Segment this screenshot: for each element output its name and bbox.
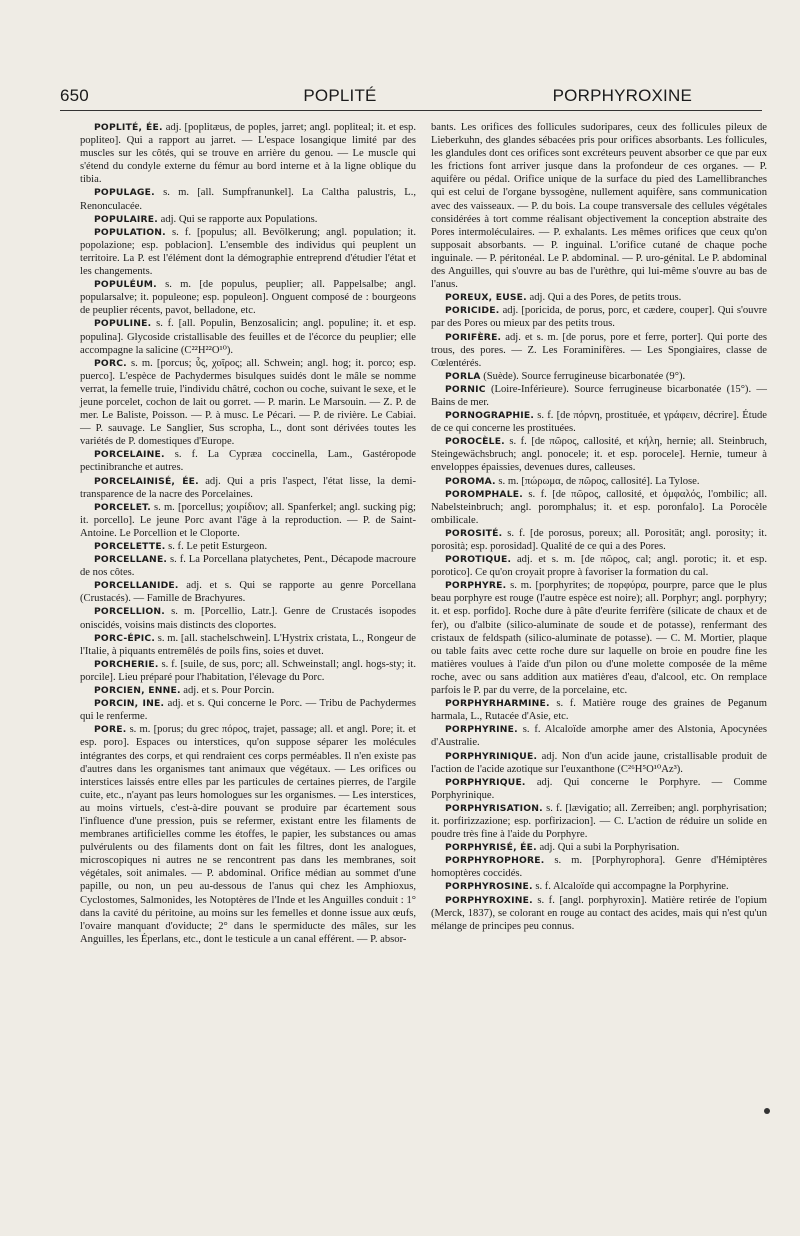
dictionary-entry — [80, 658, 416, 684]
entry-definition: s. m. [de populus, peuplier; all. Pappelsalbe; angl. popularsalve; it. populeone; esp. populeon]. Onguent composé de : bourgeons de peuplier récents, pavot, belladone, etc. — [80, 279, 416, 317]
entry-definition: s. f. [de porosus, poreux; all. Porosität; angl. porosity; it. porosità; esp. porosidad]. Qualité de ce qui a des Pores. — [431, 527, 767, 552]
entry-definition: adj. et s. m. [de πῶρος, cal; angl. porotic; it. et esp. porotico]. Ce qu'on croyait propre à favoriser la formation du cal. — [431, 554, 767, 579]
entry-definition: adj. Qui a pris l'aspect, l'état lisse, la demi-transparence de la nacre des Porcelaines. — [80, 475, 416, 500]
dictionary-entry — [431, 488, 767, 527]
entry-definition: s. f. [lævigatio; all. Zerreiben; angl. porphyrisation; it. porfirizzazione; esp. porfirizacion]. — C. L'action de réduire un solide en poudre très fine à l'aide du Porphyre. — [431, 802, 767, 841]
dictionary-entry — [431, 750, 767, 776]
dictionary-entry — [80, 357, 416, 449]
entry-definition: s. m. [porcellus; χοιρίδιον; all. Spanferkel; angl. sucking pig; it. porcello]. Le jeune Porc avant l'âge à la reproduction. — P. de Saint-Antoine. Le Porcellion et le Cloporte. — [80, 501, 416, 539]
entry-definition: s. m. [porus; du grec πόρος, trajet, passage; all. et angl. Pore; it. et esp. poro]. Espaces ou interstices, qu'on suppose séparer les molécules intégrantes des corps, et qui rendraient ces corps perméables. Il n'en existe pas d'autres dans les organismes tant animaux que végétaux. — Les orifices ou interstices laissés entre elles par les particules de certaines pierres, de l'argile cuite, etc., n'ayant pas leurs homologues sur les organismes. — Les interstices, au moins virtuels, c'est-à-dire pouvant se produire par écartement sous l'influence d'une pression, puis se refermer, existant entre les filaments de membranes artificielles comme les étoffes, le papier, les substances ou amas pulvérulents ou des filaments dont on fait les filtres, dont les analogues, microscopiques ni autres ne se rencontrent pas dans les membranes, soit végétales, soit animales. — P. abdominal. Orifice médian au sommet d'une papille, ou non, un peu au-dessous de l'anus qui chez les Amphioxus, Cyclostomes, Salmonides, les Notoptères de l'Inde et les Anguilles conduit : 1° dans la cavité du péritoine, au moins sur les femelles et donne issue aux œufs, l'ovaire manquant d'oviducte; 2° dans le spermiducte des mâles, sur les Anguilles, les Éperlans, etc., dont le testicule a un canal efférent. — P. absor- — [80, 724, 416, 945]
entry-definition: adj. [poricida, de porus, porc, et cædere, couper]. Qui s'ouvre par des Pores ou mieux par des petits trous. — [431, 305, 767, 330]
dictionary-entry — [80, 684, 416, 697]
entry-headword: POROCÈLE. — [445, 436, 505, 448]
dictionary-entry — [431, 291, 767, 304]
dictionary-entry — [431, 475, 767, 488]
entry-headword: PORCIEN, ENNE. — [94, 685, 181, 697]
entry-headword: PORIFÈRE. — [445, 331, 502, 343]
entry-headword: PORPHYROPHORE. — [445, 855, 545, 867]
entry-definition: adj. et s. Qui se rapporte au genre Porcellana (Crustacés). — Famille de Brachyures. — [80, 580, 416, 605]
entry-headword: PORCELLION. — [94, 606, 165, 618]
dictionary-entry — [80, 278, 416, 317]
entry-headword: PORPHYRINIQUE. — [445, 750, 538, 762]
entry-headword: POREUX, EUSE. — [445, 292, 527, 304]
entry-definition: s. f. Alcaloïde qui accompagne la Porphyrine. — [532, 881, 729, 893]
entry-headword: PORCELET. — [94, 501, 151, 513]
dictionary-entry — [431, 370, 767, 383]
dictionary-entry — [80, 632, 416, 658]
dictionary-entry — [80, 697, 416, 723]
entry-headword: PORPHYRISATION. — [445, 802, 543, 814]
entry-headword: PORPHYRIQUE. — [445, 776, 526, 788]
dictionary-entry — [80, 186, 416, 212]
entry-headword: PORLA — [445, 370, 481, 382]
entry-headword: POROSITÉ. — [445, 527, 503, 539]
entry-headword: PORPHYROSINE. — [445, 881, 533, 893]
entry-definition: s. f. Matière rouge des graines de Peganum harmala, L., Rutacée d'Asie, etc. — [431, 698, 767, 723]
entry-headword: PORCELLANIDE. — [94, 580, 179, 592]
dictionary-entry — [431, 802, 767, 841]
dictionary-entry — [80, 540, 416, 553]
dictionary-entry — [80, 605, 416, 631]
entry-headword: PORCELAINISÉ, ÉE. — [94, 475, 199, 487]
entry-definition: s. f. Le petit Esturgeon. — [165, 541, 268, 552]
entry-definition: s. m. [Porcellio, Latr.]. Genre de Crustacés isopodes oniscidés, voisins mais distincts des cloportes. — [80, 606, 416, 631]
entry-headword: POPULAIRE. — [94, 213, 158, 225]
dictionary-entry — [431, 697, 767, 723]
entry-definition: s. f. [de πῶρος, callosité, et ὀμφαλός, l'ombilic; all. Nabelsteinbruch; angl. poromphalus; it. et esp. poronfalo]. La Porocèle ombilicale. — [431, 488, 767, 526]
entry-definition: s. f. [populus; all. Bevölkerung; angl. population; it. popolazione; esp. poblacion]. L'ensemble des individus qui peuplent un territoire. La P. est l'élément dont la démographie entreprend d'étudier l'état et les changements. — [80, 226, 416, 278]
entry-definition: adj. Qui a des Pores, de petits trous. — [526, 292, 682, 304]
dictionary-entry — [80, 448, 416, 474]
entry-definition: adj. Qui se rapporte aux Populations. — [157, 213, 318, 225]
dictionary-entry — [431, 553, 767, 579]
dictionary-entry — [80, 121, 416, 186]
entry-definition: s. f. [all. Populin, Benzosalicin; angl. populine; it. et esp. populina]. Glycoside cristallisable des feuilles et de l'écorce du peuplier; elle accompagne la salicine (C²²H²²O¹⁰). — [80, 318, 416, 356]
entry-headword: POROMPHALE. — [445, 488, 523, 500]
entry-headword: PORPHYRHARMINE. — [445, 698, 550, 710]
entry-headword: PORE. — [94, 724, 127, 736]
entry-definition: adj. [poplitæus, de poples, jarret; angl. popliteal; it. et esp. popliteo]. Qui a rapport au jarret. — L'espace losangique limité par des muscles sur les côtés, qui se trouve en arrière du genou. — Le muscle qui s'étend du condyle externe du fémur au bord interne et à la ligne oblique du tibia. — [80, 122, 416, 186]
entry-headword: PORPHYRISÉ, ÉE. — [445, 842, 537, 854]
entry-definition: (Suède). Source ferrugineuse bicarbonatée (9°). — [480, 370, 686, 382]
entry-definition: s. m. [all. Sumpfranunkel]. La Caltha palustris, L., Renonculacée. — [80, 187, 416, 212]
page-number: 650 — [60, 86, 89, 105]
dictionary-entry — [80, 475, 416, 501]
dictionary-entry — [431, 435, 767, 474]
dictionary-entry — [431, 409, 767, 435]
entry-definition: s. m. [porcus; ὗς, χοῖρος; all. Schwein; angl. hog; it. porco; esp. puerco]. L'espèce de Pachydermes bisulques suidés dont le mâle se nomme verrat, la femelle truie, l'individu châtré, cochon ou coche, suivant le sexe, et le jeune porcelet, cochon de lait ou gorret. — P. marin. Le Marsouin. — Z. P. de mer. Le Baliste, Poisson. — P. à musc. Le Pécari. — P. de rivière. Le Cabiai. — P. sauvage. Le Sanglier, Sus scropha, L., dont sont dérivées toutes les variétés de P. domestiques d'Europe. — [80, 357, 416, 448]
entry-headword: PORCIN, INE. — [94, 698, 165, 710]
left-running-title: POPLITÉ — [303, 86, 377, 105]
right-running-title: PORPHYROXINE — [552, 86, 692, 105]
dictionary-entry — [80, 553, 416, 579]
entry-headword: POROMA. — [445, 475, 496, 487]
entry-definition: bants. Les orifices des follicules sudoripares, ceux des follicules pileux de Lieberkuhn, des glandes sébacées pris pour orifices absorbants. Les follicules, les glandules dont ces orifices sont excréteurs peuvent absorber ce que par eux les frictions font arriver jusque dans la profondeur de ces organes. — P. aquifère ou pédal. Orifice unique de la surface du pied des Lamellibranches qui est celui de l'organe byssogène, nullement aquifère, sans communication avec des vaisseaux. — P. du bois. La coupe transversale des cellules végétales considérées à tort comme réalisant objectivement la conception abstraite des Pores intermoléculaires. — P. exhalants. Les mêmes orifices que ceux qu'on supposait absorbants. — P. inguinal. L'orifice cutané de chaque poche inguinale. — P. péritonéal. Le P. abdominal. — P. uro-génital. Le P. abdominal des Anguilles, qui s'ouvre au bas de l'urèthre, qui lui-même s'ouvre au bas de l'anus. — [431, 122, 767, 291]
entry-definition: s. f. Alcaloïde amorphe amer des Alstonia, Apocynées d'Australie. — [431, 724, 767, 749]
entry-headword: PORPHYROXINE. — [445, 894, 533, 906]
dictionary-entry — [80, 317, 416, 356]
dictionary-entry — [431, 841, 767, 854]
entry-definition: s. m. [Porphyrophora]. Genre d'Hémiptères homoptères coccidés. — [431, 855, 767, 880]
entry-headword: POPULAGE. — [94, 187, 155, 199]
entry-definition: adj. Qui a subi la Porphyrisation. — [536, 842, 680, 854]
dictionary-entry — [80, 579, 416, 605]
page-header — [60, 86, 762, 111]
entry-headword: PORNOGRAPHIE. — [445, 410, 535, 422]
entry-headword: PORCELLANE. — [94, 554, 168, 566]
entry-headword: PORPHYRE. — [445, 580, 507, 592]
entry-definition: (Loire-Inférieure). Source ferrugineuse bicarbonatée (15°). — Bains de mer. — [431, 383, 767, 408]
entry-headword: PORCHERIE. — [94, 658, 159, 670]
entry-headword: PORCELAINE. — [94, 449, 165, 461]
dictionary-entry — [80, 723, 416, 946]
entry-headword: POPULÉUM. — [94, 279, 157, 291]
entry-definition: s. m. [πώρωμα, de πῶρος, callosité]. La Tylose. — [495, 475, 700, 487]
dictionary-entry — [80, 501, 416, 540]
entry-definition: adj. et s. m. [de porus, pore et ferre, porter]. Qui porte des trous, des pores. — Z. Les Foraminifères. — Les Spongiaires, classe de Cœlentérés. — [431, 331, 767, 369]
entry-headword: PORNIC — [445, 383, 486, 395]
dictionary-entry — [431, 527, 767, 553]
left-column — [80, 121, 416, 946]
entry-definition: adj. et s. Qui concerne le Porc. — Tribu de Pachydermes qui le renferme. — [80, 698, 417, 723]
entry-definition: s. f. [de πόρνη, prostituée, et γράφειν, décrire]. Étude de ce qui concerne les prostituées. — [431, 410, 767, 435]
dictionary-entry — [431, 880, 767, 893]
entry-definition: s. m. [porphyrites; de πορφύρα, pourpre, parce que le plus beau porphyre est rouge (l'autre espèce est noire); all. Porphyr; angl. porphyry; it. et esp. porfido]. Roche dure à pâte d'eurite ferrifère (silicate de chaux et de fer), ou d'albite (silico-aluminate de soude et de potasse), renfermant des cristaux de feldspath (silico-aluminate de potasse). — C. M. Mortier, plaque ou table faits avec cette roche dure sur laquelle on broie en poudre fine les matières voulues à l'aide d'un pilon ou d'une molette composée de la même roche, avec ou sans addition aux matières d'eau, d'alcool, etc. On remplace parfois le P. par du verre, de la porcelaine, etc. — [431, 580, 767, 697]
entry-definition: s. f. [de πῶρος, callosité, et κήλη, hernie; all. Steinbruch, Steingewächsbruch; angl. ponocele; it. et esp. porocele]. Hernie, tumeur à enveloppes épaissies, devenues dures, calleuses. — [431, 436, 767, 474]
dictionary-entry — [431, 776, 767, 802]
dictionary-entry — [80, 226, 416, 278]
dictionary-entry — [431, 579, 767, 697]
entry-headword: POROTIQUE. — [445, 554, 512, 566]
entry-headword: POPLITÉ, ÉE. — [94, 122, 163, 133]
dictionary-entry — [431, 331, 767, 370]
dictionary-entry — [431, 304, 767, 330]
entry-definition: adj. et s. Pour Porcin. — [180, 685, 275, 697]
entry-definition: s. f. La Porcellana platychetes, Pent., Décapode macroure de nos côtes. — [80, 554, 416, 579]
entry-definition: s. f. La Cypræa coccinella, Lam., Gastéropode pectinibranche et autres. — [80, 449, 416, 474]
ink-dot — [764, 1108, 770, 1114]
entry-headword: PORICIDE. — [445, 305, 500, 317]
dictionary-entry — [431, 894, 767, 933]
dictionary-entry — [431, 383, 767, 409]
entry-headword: PORC-ÉPIC. — [94, 632, 156, 644]
entry-definition: adj. Non d'un acide jaune, cristallisable produit de l'action de l'acide azotique sur l'euxanthone (C²⁶H⁵O¹⁰Az³). — [431, 750, 767, 775]
entry-headword: PORPHYRINE. — [445, 724, 518, 736]
dictionary-entry — [431, 723, 767, 749]
entry-definition: s. f. [angl. porphyroxin]. Matière retirée de l'opium (Merck, 1837), se colorant en rouge au contact des acides, mais qui n'est qu'un mélange de principes peu connus. — [431, 894, 767, 932]
entry-definition: adj. Qui concerne le Porphyre. — Comme Porphyrinique. — [431, 776, 767, 801]
entry-headword: PORCELETTE. — [94, 541, 166, 552]
right-column — [431, 121, 767, 933]
entry-headword: POPULINE. — [94, 318, 152, 330]
entry-headword: PORC. — [94, 357, 127, 369]
entry-definition: s. m. [all. stachelschwein]. L'Hystrix cristata, L., Rongeur de l'Italie, à piquants entremêlés de poils fins, soies et duvet. — [80, 632, 416, 657]
dictionary-entry — [431, 121, 767, 291]
entry-headword: POPULATION. — [94, 226, 166, 238]
dictionary-entry — [80, 213, 416, 226]
dictionary-entry — [431, 854, 767, 880]
entry-definition: s. f. [suile, de sus, porc; all. Schweinstall; angl. hogs-sty; it. porcile]. Lieu préparé pour l'habitation, l'élevage du Porc. — [80, 658, 416, 683]
